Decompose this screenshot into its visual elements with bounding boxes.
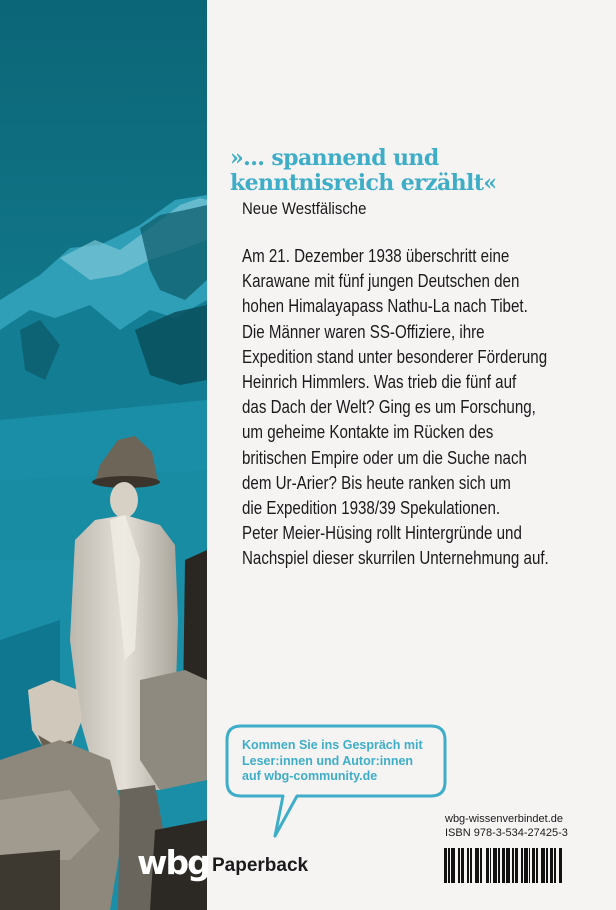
blurb-line: Karawane mit fünf jungen Deutschen den xyxy=(242,271,520,292)
community-line: auf wbg-community.de xyxy=(242,769,378,783)
review-quote-line: »... spannend und xyxy=(230,145,439,171)
publisher-website: wbg-wissenverbindet.de xyxy=(445,813,564,825)
expedition-photo-icon xyxy=(0,0,207,910)
wbg-logo: wbg xyxy=(137,843,209,882)
blurb-line: Nachspiel dieser skurrilen Unternehmung auf. xyxy=(242,548,549,569)
blurb-line: hohen Himalayapass Nathu-La nach Tibet. xyxy=(242,296,528,317)
imprint xyxy=(445,812,568,840)
blurb-line: die Expedition 1938/39 Spekulationen. xyxy=(242,498,501,519)
isbn: ISBN 978-3-534-27425-3 xyxy=(445,827,568,839)
series-label: Paperback xyxy=(212,855,309,876)
blurb-line: Peter Meier-Hüsing rollt Hintergründe und xyxy=(242,523,522,544)
review-quote xyxy=(230,146,610,196)
blurb-line: Am 21. Dezember 1938 überschritt eine xyxy=(242,246,510,266)
blurb-line: das Dach der Welt? Ging es um Forschung, xyxy=(242,397,536,418)
blurb-line: Expedition stand unter besonderer Förderung xyxy=(242,346,548,367)
review-source: Neue Westfälische xyxy=(242,199,367,218)
blurb-line: britischen Empire oder um die Suche nach xyxy=(242,447,527,468)
blurb-line: Heinrich Himmlers. Was trieb die fünf auf xyxy=(242,372,517,393)
book-blurb xyxy=(242,244,595,572)
community-line: Kommen Sie ins Gespräch mit xyxy=(242,738,423,752)
review-quote-line: kenntnisreich erzählt« xyxy=(230,170,497,196)
community-invite xyxy=(242,738,462,785)
community-line: Leser:innen und Autor:innen xyxy=(242,753,414,768)
blurb-line: um geheime Kontakte im Rücken des xyxy=(242,422,494,443)
barcode-icon xyxy=(444,848,574,883)
cover-photo xyxy=(0,0,207,910)
blurb-line: Die Männer waren SS-Offiziere, ihre xyxy=(242,321,485,342)
blurb-line: dem Ur-Arier? Bis heute ranken sich um xyxy=(242,472,511,493)
